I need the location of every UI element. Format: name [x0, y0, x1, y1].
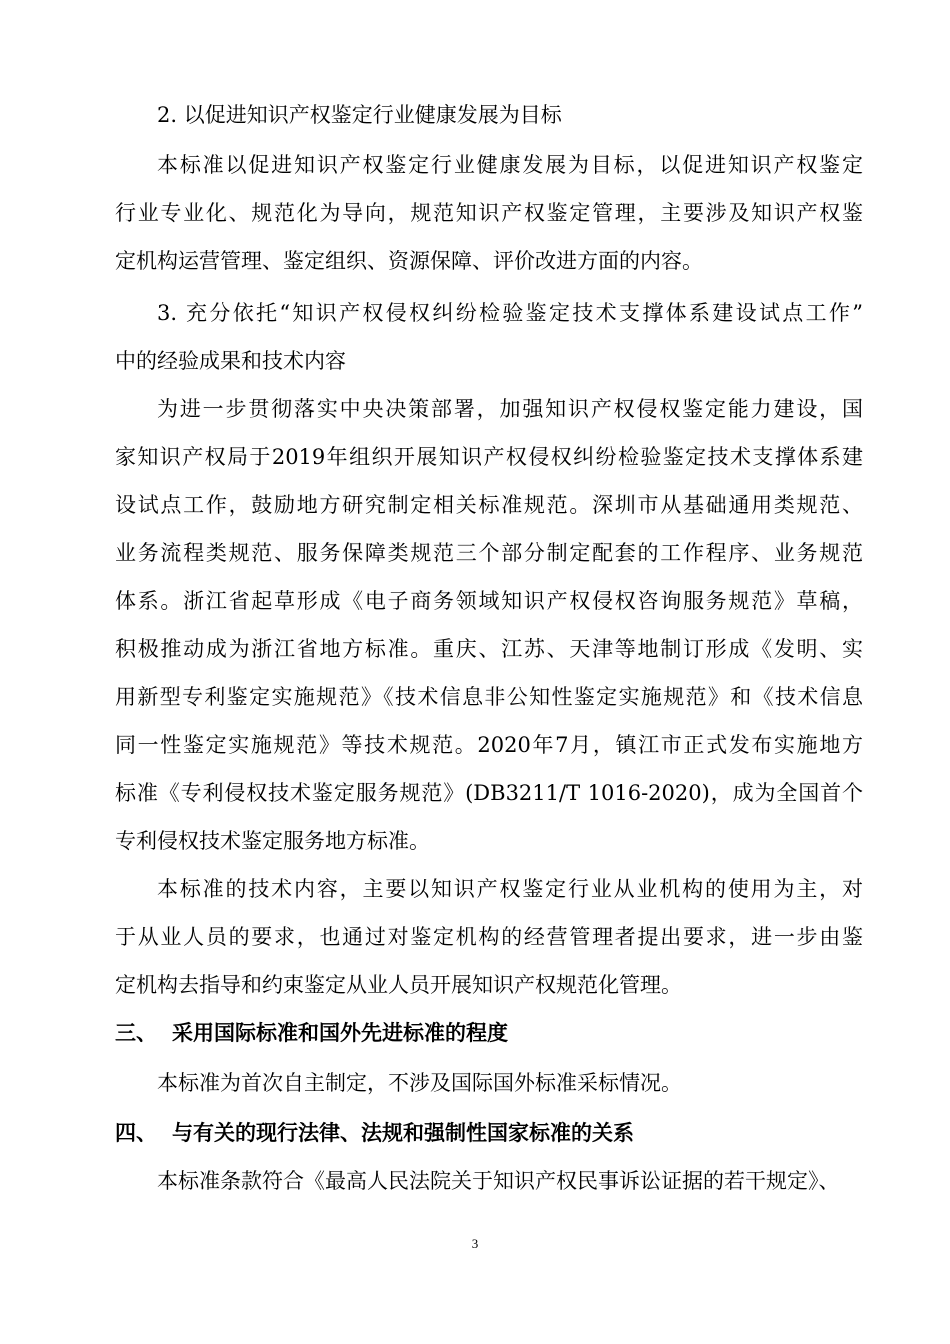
section-title: 与有关的现行法律、法规和强制性国家标准的关系 — [172, 1121, 634, 1145]
subheading-3: 3. 充分依托“知识产权侵权纠纷检验鉴定技术支撑体系建设试点工作” — [157, 301, 863, 325]
subheading-3-cont: 中的经验成果和技术内容 — [115, 349, 346, 373]
subheading-2: 2. 以促进知识产权鉴定行业健康发展为目标 — [157, 103, 562, 127]
text-line: 于从业人员的要求，也通过对鉴定机构的经营管理者提出要求，进一步由鉴 — [115, 925, 863, 949]
text-line: 标准《专利侵权技术鉴定服务规范》(DB3211/T 1016-2020)，成为全国首个 — [115, 781, 863, 805]
text-line: 本标准为首次自主制定，不涉及国际国外标准采标情况。 — [157, 1071, 682, 1095]
text-line: 定机构运营管理、鉴定组织、资源保障、评价改进方面的内容。 — [115, 249, 703, 273]
section-heading-4 — [115, 1120, 634, 1146]
text-line: 定机构去指导和约束鉴定从业人员开展知识产权规范化管理。 — [115, 973, 682, 997]
text-line: 设试点工作，鼓励地方研究制定相关标准规范。深圳市从基础通用类规范、 — [115, 493, 863, 517]
text-line: 本标准以促进知识产权鉴定行业健康发展为目标，以促进知识产权鉴定 — [157, 153, 863, 177]
section-number: 四、 — [115, 1121, 157, 1145]
text-line: 专利侵权技术鉴定服务地方标准。 — [115, 829, 430, 853]
text-line: 家知识产权局于2019年组织开展知识产权侵权纠纷检验鉴定技术支撑体系建 — [115, 445, 863, 469]
text-line: 体系。浙江省起草形成《电子商务领域知识产权侵权咨询服务规范》草稿， — [115, 589, 863, 613]
text-line: 本标准条款符合《最高人民法院关于知识产权民事诉讼证据的若干规定》、 — [157, 1169, 840, 1193]
text-line: 积极推动成为浙江省地方标准。重庆、江苏、天津等地制订形成《发明、实 — [115, 637, 863, 661]
text-line: 同一性鉴定实施规范》等技术规范。2020年7月，镇江市正式发布实施地方 — [115, 733, 863, 757]
text-line: 本标准的技术内容，主要以知识产权鉴定行业从业机构的使用为主，对 — [157, 877, 863, 901]
text-line: 用新型专利鉴定实施规范》《技术信息非公知性鉴定实施规范》和《技术信息 — [115, 685, 863, 709]
text-line: 为进一步贯彻落实中央决策部署，加强知识产权侵权鉴定能力建设，国 — [157, 397, 863, 421]
page-number: 3 — [471, 1236, 479, 1251]
text-line: 业务流程类规范、服务保障类规范三个部分制定配套的工作程序、业务规范 — [115, 541, 863, 565]
section-title: 采用国际标准和国外先进标准的程度 — [172, 1021, 508, 1045]
section-heading-3 — [115, 1020, 508, 1046]
text-line: 行业专业化、规范化为导向，规范知识产权鉴定管理，主要涉及知识产权鉴 — [115, 201, 863, 225]
section-number: 三、 — [115, 1021, 157, 1045]
